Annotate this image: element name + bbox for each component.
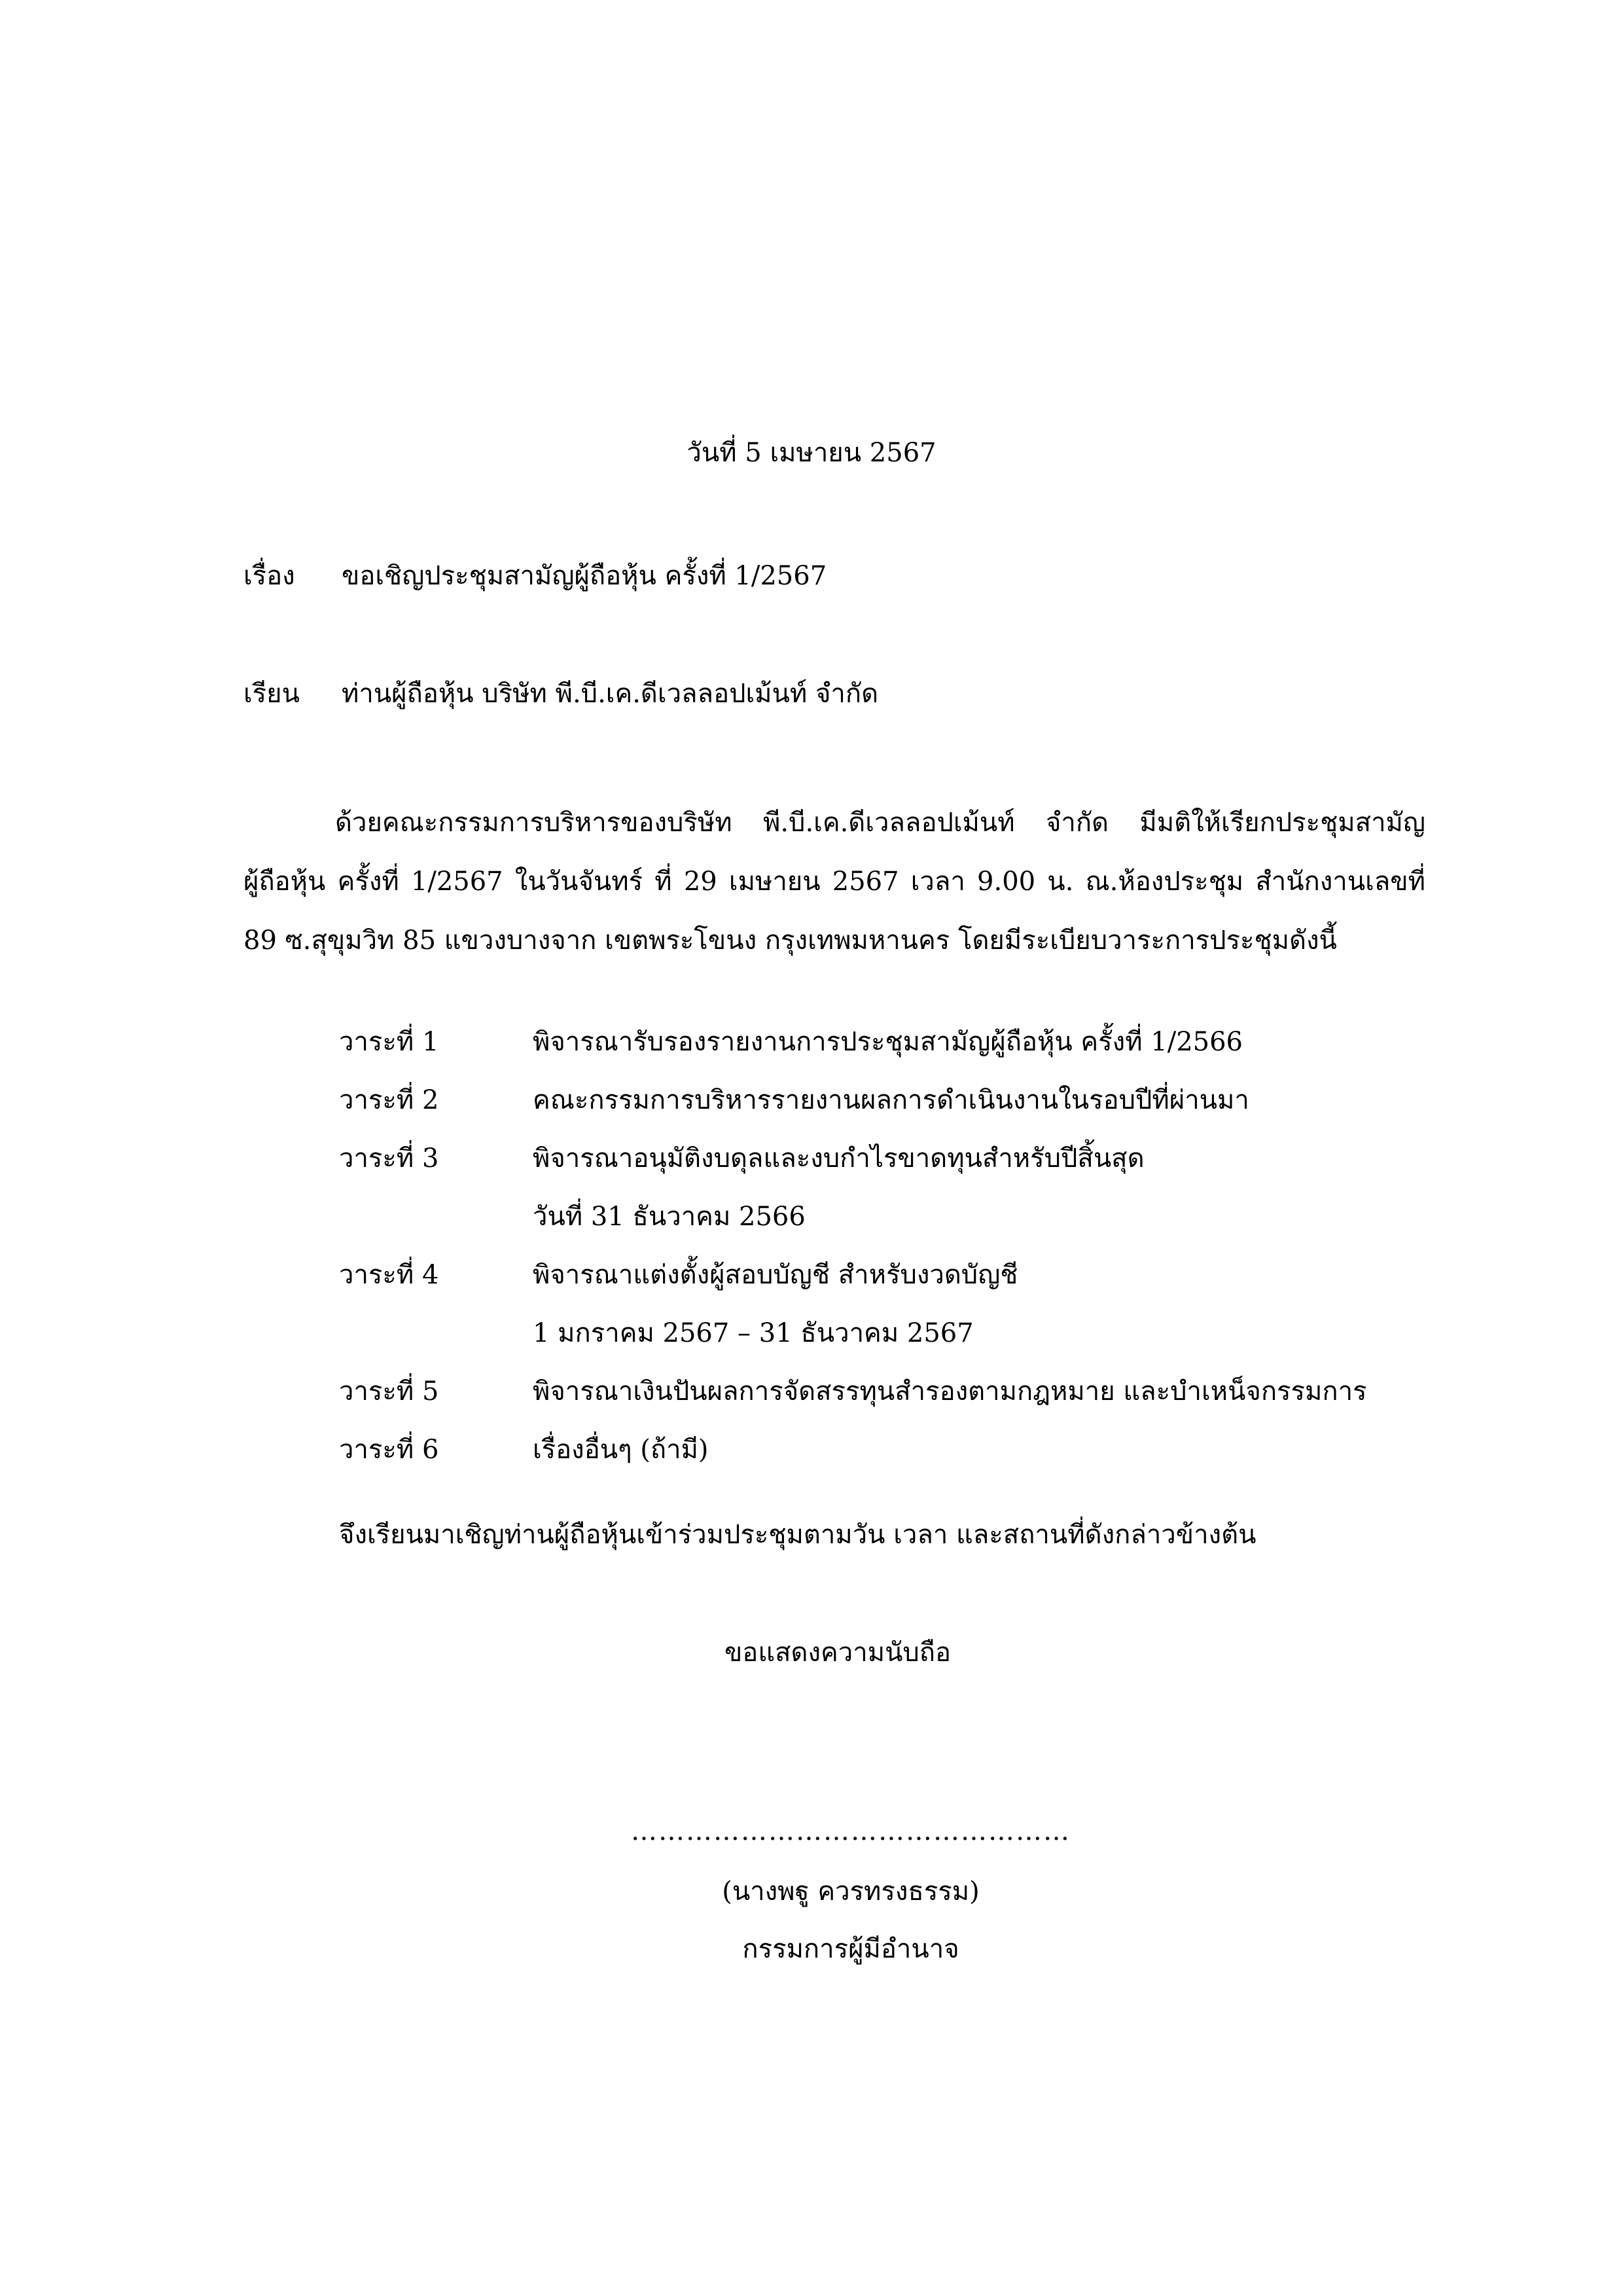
subject-line: [243, 563, 827, 589]
agenda-text: เรื่องอื่นๆ (ถ้ามี): [533, 1435, 709, 1465]
subject-text: ขอเชิญประชุมสามัญผู้ถือหุ้น ครั้งที่ 1/2567: [342, 561, 827, 591]
agenda-number: วาระที่ 6: [339, 1435, 439, 1465]
agenda-item: [339, 1246, 1452, 1304]
agenda-item: [339, 1130, 1452, 1188]
body-paragraph: [243, 793, 1425, 970]
agenda-number: วาระที่ 2: [339, 1085, 439, 1115]
agenda-list: [339, 1013, 1452, 1479]
signatory-title: กรรมการผู้มีอำนาจ: [742, 1934, 959, 1964]
signature-line: …………………………………………: [631, 1816, 1071, 1846]
agenda-text: พิจารณาเงินปันผลการจัดสรรทุนสำรองตามกฎหมาย และบำเหน็จกรรมการ: [533, 1376, 1367, 1407]
agenda-item: [339, 1013, 1452, 1071]
agenda-item: [339, 1363, 1452, 1421]
agenda-number: วาระที่ 5: [339, 1376, 439, 1407]
agenda-text: พิจารณารับรองรายงานการประชุมสามัญผู้ถือหุ้น ครั้งที่ 1/2566: [533, 1027, 1243, 1057]
agenda-item: [339, 1421, 1452, 1479]
subject-label: เรื่อง: [243, 561, 295, 591]
recipient-line: [243, 681, 878, 707]
regards-line: ขอแสดงความนับถือ: [724, 1638, 952, 1668]
agenda-item: [339, 1071, 1452, 1130]
agenda-item-continuation: [339, 1188, 1452, 1246]
agenda-item-continuation: [339, 1304, 1452, 1363]
agenda-text: วันที่ 31 ธันวาคม 2566: [533, 1202, 806, 1232]
closing-sentence: จึงเรียนมาเชิญท่านผู้ถือหุ้นเข้าร่วมประชุมตามวัน เวลา และสถานที่ดังกล่าวข้างต้น: [339, 1520, 1257, 1550]
body-line: ผู้ถือหุ้น ครั้งที่ 1/2567 ในวันจันทร์ ที่ 29 เมษายน 2567 เวลา 9.00 น. ณ.ห้องประชุม สำนักงานเลขที่: [243, 867, 1425, 897]
agenda-number: วาระที่ 4: [339, 1260, 439, 1290]
agenda-number: วาระที่ 1: [339, 1027, 439, 1057]
agenda-number: [339, 1304, 533, 1363]
recipient-label: เรียน: [243, 679, 300, 709]
agenda-text: พิจารณาอนุมัติงบดุลและงบกำไรขาดทุนสำหรับปีสิ้นสุด: [533, 1143, 1145, 1174]
agenda-number: วาระที่ 3: [339, 1143, 439, 1174]
body-line: 89 ซ.สุขุมวิท 85 แขวงบางจาก เขตพระโขนง กรุงเทพมหานคร โดยมีระเบียบวาระการประชุมดังนี้: [243, 925, 1337, 956]
agenda-text: 1 มกราคม 2567 – 31 ธันวาคม 2567: [533, 1318, 974, 1348]
signatory-name: (นางพฐู ควรทรงธรรม): [722, 1876, 980, 1907]
body-line: ด้วยคณะกรรมการบริหารของบริษัท พี.บี.เค.ดีเวลลอปเม้นท์ จำกัด มีมติให้เรียกประชุมสามัญ: [335, 808, 1425, 838]
letter-date: วันที่ 5 เมษายน 2567: [687, 438, 936, 468]
agenda-text: พิจารณาแต่งตั้งผู้สอบบัญชี สำหรับงวดบัญชี: [533, 1260, 1018, 1290]
agenda-number: [339, 1188, 533, 1246]
agenda-text: คณะกรรมการบริหารรายงานผลการดำเนินงานในรอบปีที่ผ่านมา: [533, 1085, 1249, 1115]
recipient-text: ท่านผู้ถือหุ้น บริษัท พี.บี.เค.ดีเวลลอปเม้นท์ จำกัด: [342, 679, 879, 709]
